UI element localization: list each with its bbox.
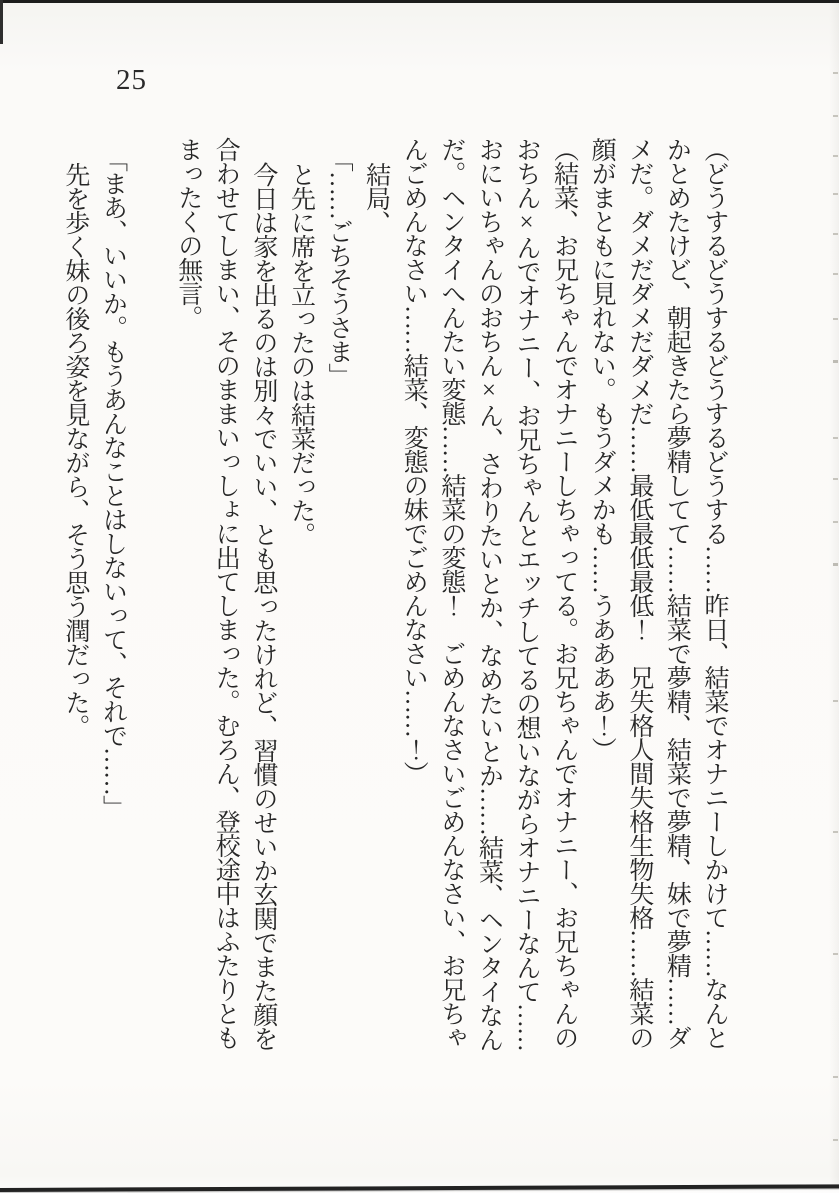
text-line: メだ。ダメだダメだダメだ……最低最低最低！ 兄失格人間失格生物失格……結菜の <box>625 137 653 1049</box>
text-line: 結局、 <box>362 162 390 234</box>
scan-edge-top-line <box>0 0 839 3</box>
text-line: おちん×んでオナニー、お兄ちゃんとエッチしてるの想いながらオナニーなんて…… <box>513 137 541 1051</box>
text-line: おにいちゃんのおちん×ん、さわりたいとか、なめたいとか……結菜、ヘンタイなん <box>475 137 503 1051</box>
text-line: （どうするどうするどうするどうする……昨日、結菜でオナニーしかけて……なんと <box>701 137 728 1049</box>
text-line: 「まあ、いいか。もうあんなことはしないって、それで……」 <box>99 147 127 819</box>
text-line: 合わせてしまい、そのままいっしょに出てしまった。むろん、登校途中はふたりとも <box>212 137 240 1049</box>
novel-text-block <box>55 137 733 1053</box>
scan-below-page-area <box>0 1193 839 1200</box>
text-line: 「……ごちそうさま」 <box>325 147 353 387</box>
text-line-blank <box>132 137 170 1053</box>
page-number: 25 <box>116 64 147 96</box>
text-line: 先を歩く妹の後ろ姿を見ながら、そう思う潤だった。 <box>61 162 89 738</box>
scan-edge-bottom-line <box>0 1184 839 1192</box>
text-line: だ。ヘンタイへんたい変態……結菜の変態！ ごめんなさいごめんなさい、お兄ちゃ <box>437 137 465 1049</box>
text-line: 顔がまともに見れない。もうダメかも……うああああ！） <box>588 137 616 761</box>
text-line: 今日は家を出るのは別々でいい、とも思ったけれど、習慣のせいか玄関でまた顔を <box>249 162 277 1050</box>
text-line: と先に席を立ったのは結菜だった。 <box>287 162 315 546</box>
text-line: （結菜、お兄ちゃんでオナニーしちゃってる。お兄ちゃんでオナニー、お兄ちゃんの <box>550 137 578 1049</box>
page-right-shadow <box>829 0 839 1188</box>
text-line: まったくの無言。 <box>174 137 202 329</box>
text-line: かとめたけど、朝起きたら夢精してて……結菜で夢精、結菜で夢精、妹で夢精……ダ <box>663 137 691 1049</box>
text-line: んごめんなさい……結菜、変態の妹でごめんなさい……！） <box>400 137 428 785</box>
scan-edge-left-mark <box>0 0 3 44</box>
